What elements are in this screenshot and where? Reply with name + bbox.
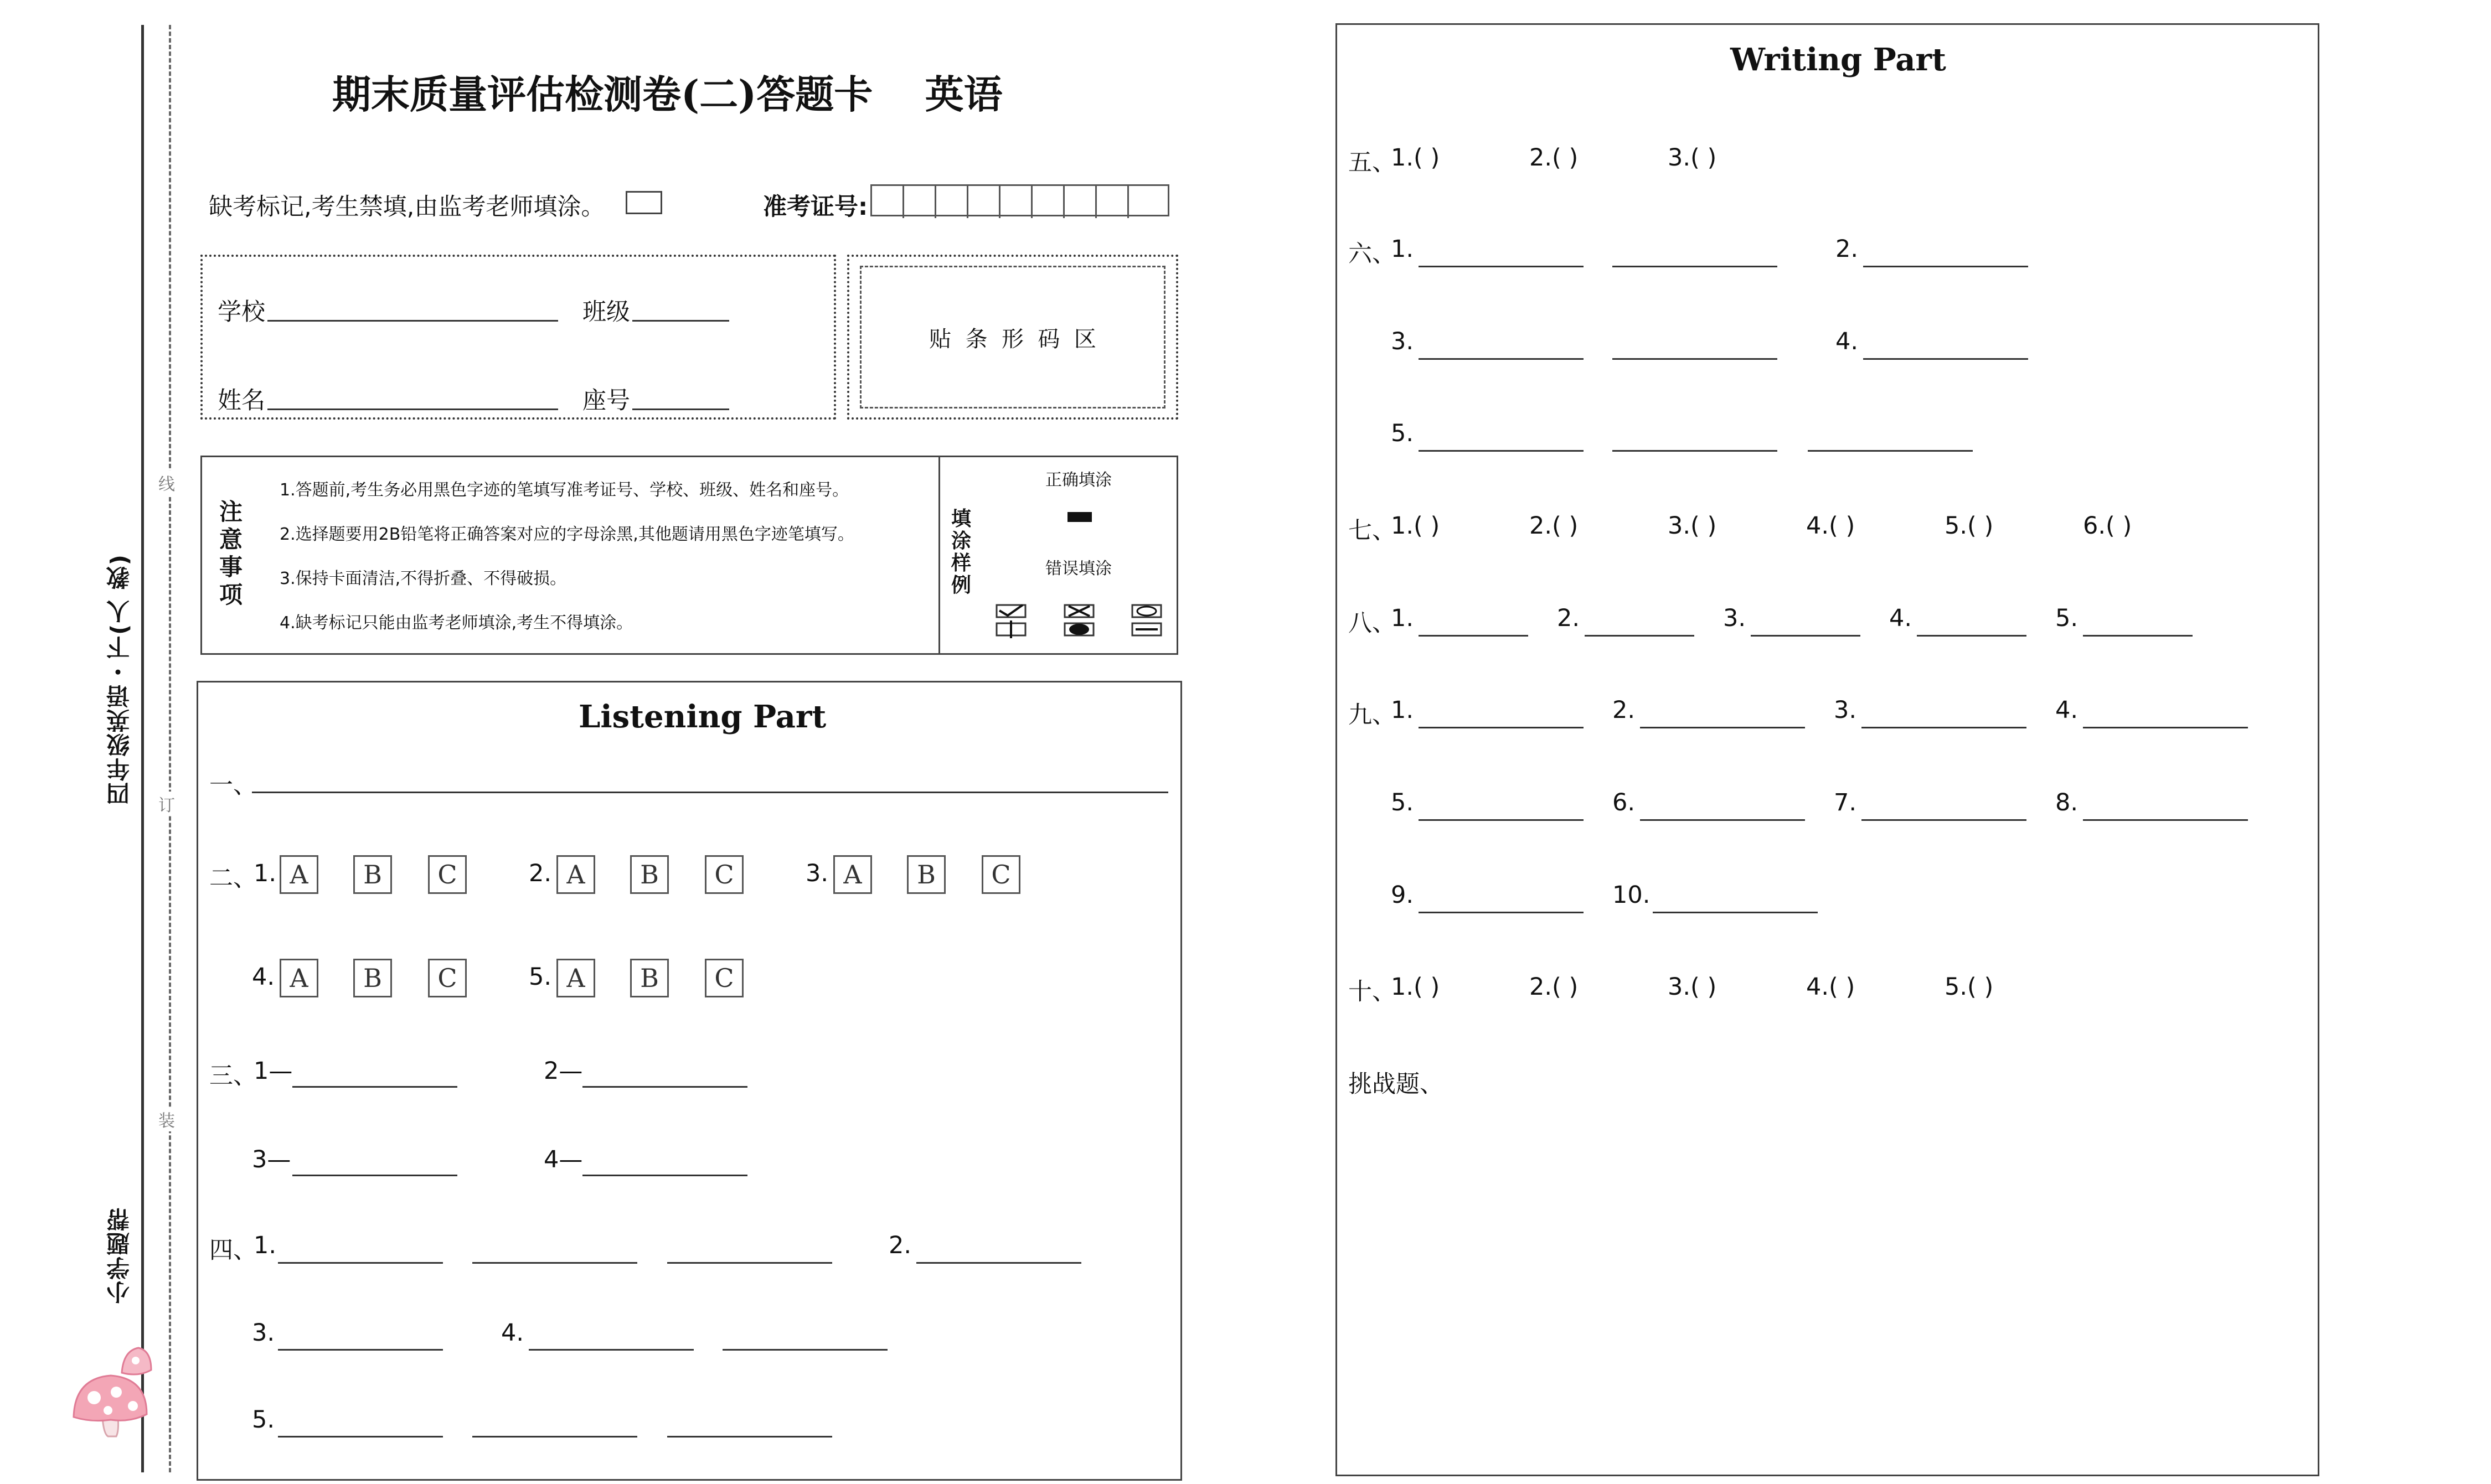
s6-q1-blank-2[interactable] — [1612, 266, 1777, 267]
barcode-area — [860, 266, 1165, 409]
s8-q1-blank[interactable] — [1419, 635, 1528, 637]
s8-q4-blank[interactable] — [1917, 635, 2026, 637]
s2-q5-option-b[interactable]: B — [630, 959, 669, 997]
title-text: 期末质量评估检测卷(二)答题卡 — [332, 71, 873, 117]
s8-q3-blank[interactable] — [1751, 635, 1860, 637]
s4-q2-num: 2. — [889, 1232, 912, 1259]
s2-q5-option-c[interactable]: C — [705, 959, 744, 997]
s9-q5-num: 5. — [1391, 789, 1414, 816]
s3-q1-answer[interactable] — [292, 1086, 457, 1088]
s9-q2-blank[interactable] — [1640, 727, 1805, 728]
writing-title: Writing Part — [1730, 42, 1946, 78]
school-label: 学校 — [218, 298, 265, 326]
s4-q4-blank-1[interactable] — [529, 1349, 694, 1351]
s6-q3-blank-1[interactable] — [1419, 358, 1584, 360]
s9-q7-num: 7. — [1834, 789, 1857, 816]
s6-q5-blank-1[interactable] — [1419, 450, 1584, 452]
s6-q2-blank-1[interactable] — [1863, 266, 2028, 267]
section-4-label: 四、 — [209, 1237, 257, 1264]
s7-q2[interactable]: 2.( ) — [1529, 512, 1579, 540]
s3-q3-answer[interactable] — [292, 1175, 457, 1176]
s4-q4-num: 4. — [501, 1319, 524, 1347]
s8-q2-blank[interactable] — [1585, 635, 1694, 637]
s2-q1-option-a[interactable]: A — [280, 855, 318, 894]
s8-q5-num: 5. — [2055, 604, 2079, 632]
s4-q5-blank-1[interactable] — [278, 1436, 443, 1438]
binding-dashed-line — [169, 25, 171, 1472]
s2-q3-option-a[interactable]: A — [833, 855, 872, 894]
s9-q9-blank[interactable] — [1419, 912, 1584, 913]
listening-title: Listening Part — [579, 699, 827, 735]
ticket-number-grid[interactable] — [870, 184, 1169, 216]
s2-q3-option-c[interactable]: C — [982, 855, 1020, 894]
absent-mark-box[interactable] — [626, 191, 662, 214]
s4-q3-num: 3. — [252, 1319, 275, 1347]
s7-q1[interactable]: 1.( ) — [1391, 512, 1440, 540]
s2-q2-num: 2. — [529, 860, 552, 887]
barcode-text: 贴 条 形 码 区 — [929, 326, 1096, 352]
s6-q4-blank-1[interactable] — [1863, 358, 2028, 360]
s5-q3[interactable]: 3.( ) — [1668, 144, 1717, 172]
s10-q5[interactable]: 5.( ) — [1945, 973, 1994, 1001]
correct-fill-label: 正确填涂 — [1045, 470, 1112, 490]
s6-q1-num: 1. — [1391, 235, 1414, 263]
s3-q2-answer[interactable] — [582, 1086, 747, 1088]
section-6-label: 六、 — [1348, 240, 1396, 268]
s2-q3-num: 3. — [806, 860, 829, 887]
s5-q1[interactable]: 1.( ) — [1391, 144, 1440, 172]
grade-label: 四年级英语・下(人 教) — [106, 554, 133, 806]
s8-q3-num: 3. — [1723, 604, 1746, 632]
binding-solid-line — [141, 25, 144, 1472]
s5-q2[interactable]: 2.( ) — [1529, 144, 1579, 172]
class-field[interactable] — [632, 320, 729, 322]
section-1-label: 一、 — [209, 772, 257, 799]
name-label: 姓名 — [218, 387, 265, 415]
notes-divider — [938, 456, 940, 655]
section-2-label: 二、 — [209, 865, 257, 892]
s2-q2-option-b[interactable]: B — [630, 855, 669, 894]
s9-q5-blank[interactable] — [1419, 819, 1584, 821]
s3-q2-num: 2— — [544, 1057, 583, 1085]
challenge-label: 挑战题、 — [1348, 1071, 1443, 1098]
s6-q1-blank-1[interactable] — [1419, 266, 1584, 267]
s9-q1-num: 1. — [1391, 696, 1414, 724]
s8-q5-blank[interactable] — [2083, 635, 2193, 637]
s9-q10-blank[interactable] — [1653, 912, 1818, 913]
s9-q3-blank[interactable] — [1861, 727, 2026, 728]
seal-char-2: 订 — [158, 792, 175, 816]
s4-q4-blank-2[interactable] — [723, 1349, 888, 1351]
s4-q1-blank-1[interactable] — [278, 1262, 443, 1264]
school-field[interactable] — [267, 320, 558, 322]
seat-field[interactable] — [632, 409, 729, 410]
seal-char-1: 线 — [158, 470, 175, 495]
student-info-box — [200, 255, 836, 420]
s2-q2-option-c[interactable]: C — [705, 855, 744, 894]
s7-q4[interactable]: 4.( ) — [1806, 512, 1855, 540]
s2-q2-option-a[interactable]: A — [556, 855, 595, 894]
s3-q1-num: 1— — [254, 1057, 293, 1085]
s8-q1-num: 1. — [1391, 604, 1414, 632]
s9-q6-num: 6. — [1612, 789, 1636, 816]
s2-q1-num: 1. — [254, 860, 277, 887]
note-1: 1.答题前,考生务必用黑色字迹的笔填写准考证号、学校、班级、姓名和座号。 — [280, 480, 849, 500]
s7-q6[interactable]: 6.( ) — [2083, 512, 2132, 540]
wrong-fill-marks-icon — [994, 602, 1165, 641]
section-10-label: 十、 — [1348, 978, 1396, 1006]
section-5-label: 五、 — [1348, 149, 1396, 177]
s6-q3-blank-2[interactable] — [1612, 358, 1777, 360]
s4-q5-blank-3[interactable] — [667, 1436, 832, 1438]
s6-q5-num: 5. — [1391, 420, 1414, 447]
s9-q3-num: 3. — [1834, 696, 1857, 724]
fill-example-title: 填涂样例 — [951, 508, 972, 597]
s2-q1-option-c[interactable]: C — [428, 855, 467, 894]
s10-q4[interactable]: 4.( ) — [1806, 973, 1855, 1001]
s9-q4-blank[interactable] — [2083, 727, 2248, 728]
note-3: 3.保持卡面清洁,不得折叠、不得破损。 — [280, 569, 567, 588]
s8-q4-num: 4. — [1889, 604, 1912, 632]
seal-char-3: 装 — [158, 1107, 175, 1131]
s6-q5-blank-2[interactable] — [1612, 450, 1777, 452]
s9-q6-blank[interactable] — [1640, 819, 1805, 821]
s3-q4-num: 4— — [544, 1146, 583, 1173]
s3-q3-num: 3— — [252, 1146, 291, 1173]
ticket-number-label: 准考证号: — [763, 193, 868, 221]
s3-q4-answer[interactable] — [582, 1175, 747, 1176]
s2-q1-option-b[interactable]: B — [353, 855, 392, 894]
s6-q2-num: 2. — [1835, 235, 1859, 263]
s7-q3[interactable]: 3.( ) — [1668, 512, 1717, 540]
s7-q5[interactable]: 5.( ) — [1945, 512, 1994, 540]
s2-q4-num: 4. — [252, 963, 275, 991]
s6-q5-blank-3[interactable] — [1808, 450, 1973, 452]
s4-q3-blank-1[interactable] — [278, 1349, 443, 1351]
s2-q4-option-c[interactable]: C — [428, 959, 467, 997]
correct-fill-mark — [1067, 512, 1092, 522]
page-title — [332, 64, 1003, 120]
name-field[interactable] — [267, 409, 558, 410]
s8-q2-num: 2. — [1557, 604, 1580, 632]
s2-q3-option-b[interactable]: B — [907, 855, 946, 894]
s9-q8-blank[interactable] — [2083, 819, 2248, 821]
s10-q1[interactable]: 1.( ) — [1391, 973, 1440, 1001]
s4-q1-blank-2[interactable] — [472, 1262, 637, 1264]
listening-section — [197, 681, 1182, 1481]
notes-title: 注意事项 — [219, 498, 243, 608]
s9-q8-num: 8. — [2055, 789, 2079, 816]
mushroom-logo-icon — [69, 1340, 152, 1439]
s6-q3-num: 3. — [1391, 328, 1414, 355]
s9-q2-num: 2. — [1612, 696, 1636, 724]
s10-q3[interactable]: 3.( ) — [1668, 973, 1717, 1001]
note-4: 4.缺考标记只能由监考老师填涂,考生不得填涂。 — [280, 613, 633, 633]
section-9-label: 九、 — [1348, 701, 1396, 729]
s4-q5-blank-2[interactable] — [472, 1436, 637, 1438]
section-8-label: 八、 — [1348, 609, 1396, 637]
s9-q4-num: 4. — [2055, 696, 2079, 724]
s6-q4-num: 4. — [1835, 328, 1859, 355]
section-3-label: 三、 — [209, 1062, 257, 1090]
s9-q7-blank[interactable] — [1861, 819, 2026, 821]
challenge-answer-area[interactable] — [1351, 1102, 2303, 1461]
note-2: 2.选择题要用2B铅笔将正确答案对应的字母涂黑,其他题请用黑色字迹笔填写。 — [280, 525, 854, 544]
s4-q5-num: 5. — [252, 1406, 275, 1434]
section-1-answer[interactable] — [252, 792, 1168, 793]
class-label: 班级 — [582, 298, 630, 326]
s9-q10-num: 10. — [1612, 881, 1651, 909]
s9-q1-blank[interactable] — [1419, 727, 1584, 728]
absent-mark-label: 缺考标记,考生禁填,由监考老师填涂。 — [209, 193, 605, 221]
s2-q4-option-a[interactable]: A — [280, 959, 318, 997]
section-7-label: 七、 — [1348, 517, 1396, 545]
s2-q4-option-b[interactable]: B — [353, 959, 392, 997]
brand-label: 小学题帮 — [106, 1207, 133, 1304]
wrong-fill-label: 错误填涂 — [1045, 559, 1112, 578]
seat-label: 座号 — [582, 387, 630, 415]
s2-q5-num: 5. — [529, 963, 552, 991]
s4-q2-blank-1[interactable] — [916, 1262, 1081, 1264]
s4-q1-blank-3[interactable] — [667, 1262, 832, 1264]
s4-q1-num: 1. — [254, 1232, 277, 1259]
s2-q5-option-a[interactable]: A — [556, 959, 595, 997]
s9-q9-num: 9. — [1391, 881, 1414, 909]
subject-text: 英语 — [925, 71, 1003, 117]
s10-q2[interactable]: 2.( ) — [1529, 973, 1579, 1001]
